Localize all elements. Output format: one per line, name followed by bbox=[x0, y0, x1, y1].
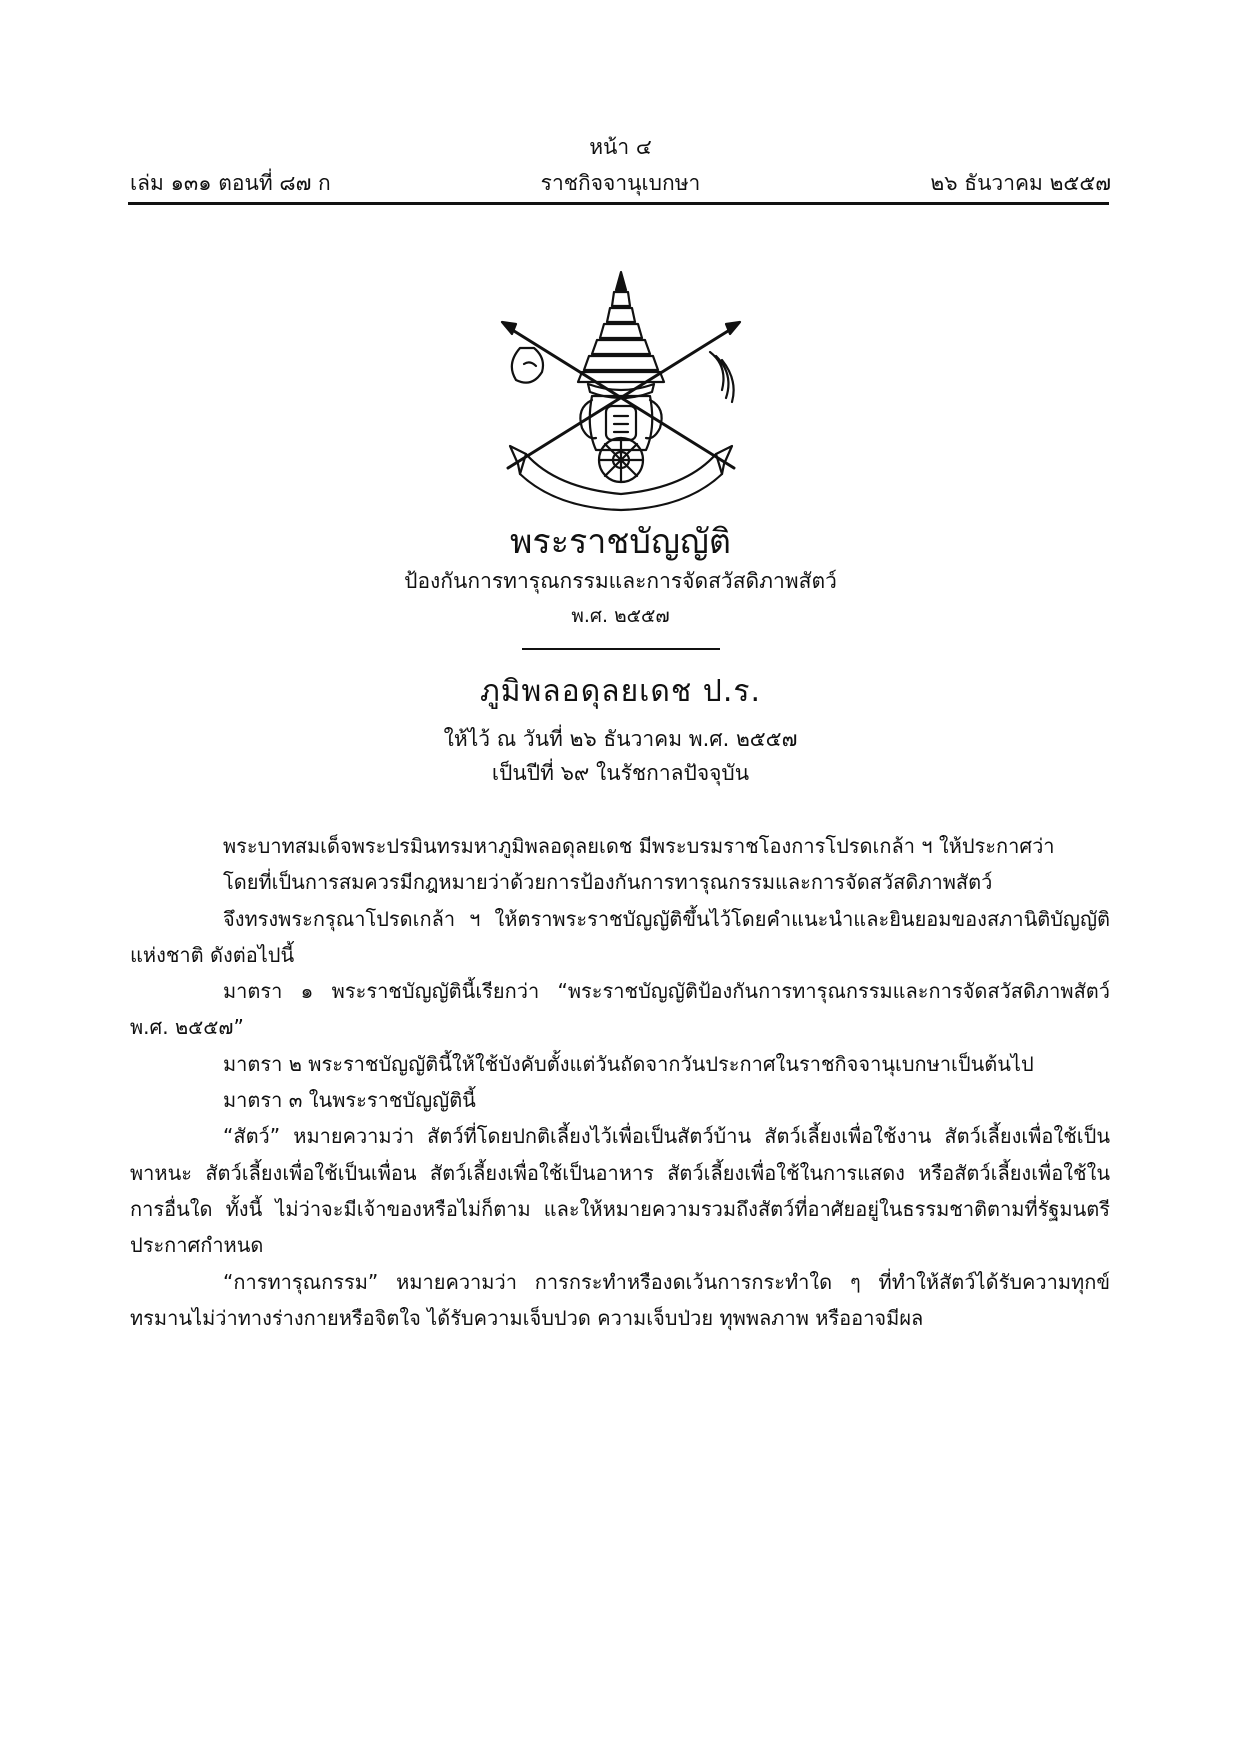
act-subtitle: ป้องกันการทารุณกรรมและการจัดสวัสดิภาพสัตว์ bbox=[404, 569, 837, 593]
royal-signature-name: ภูมิพลอดุลยเดช ป.ร. bbox=[479, 674, 762, 709]
rationale-paragraph: โดยที่เป็นการสมควรมีกฎหมายว่าด้วยการป้องกันการทารุณกรรมและการจัดสวัสดิภาพสัตว์ bbox=[223, 870, 993, 895]
section-2: มาตรา ๒ พระราชบัญญัตินี้ให้ใช้บังคับตั้งแต่วันถัดจากวันประกาศในราชกิจจานุเบกษาเป็นต้นไป bbox=[223, 1051, 1034, 1076]
section-3: มาตรา ๓ ในพระราชบัญญัตินี้ bbox=[223, 1088, 476, 1113]
header-divider bbox=[128, 202, 1109, 205]
royal-emblem-icon bbox=[496, 268, 746, 513]
definition-animal: “สัตว์” หมายความว่า สัตว์ที่โดยปกติเลี้ยงไว้เพื่อเป็นสัตว์บ้าน สัตว์เลี้ยงเพื่อใช้งาน สัตว์เลี้ยงเพื่อใช้เป็นพาหนะ สัตว์เลี้ยงเพื่อใช้เป็นเพื่อน สัตว์เลี้ยงเพื่อใช้เป็นอาหาร สัตว์เลี้ยงเพื่อใช้ในการแสดง หรือสัตว์เลี้ยงเพื่อใช้ในการอื่นใด ทั้งนี้ ไม่ว่าจะมีเจ้าของหรือไม่ก็ตาม และให้หมายความรวมถึงสัตว์ที่อาศัยอยู่ในธรรมชาติตามที่รัฐมนตรีประกาศกำหนด bbox=[130, 1124, 1110, 1258]
act-year: พ.ศ. ๒๕๕๗ bbox=[571, 605, 670, 627]
volume-issue: เล่ม ๑๓๑ ตอนที่ ๘๗ ก bbox=[130, 171, 331, 195]
gazette-name: ราชกิจจานุเบกษา bbox=[540, 171, 701, 195]
enactment-paragraph: จึงทรงพระกรุณาโปรดเกล้า ฯ ให้ตราพระราชบัญญัติขึ้นไว้โดยคำแนะนำและยินยอมของสภานิติบัญญัติแห่งชาติ ดังต่อไปนี้ bbox=[130, 906, 1110, 967]
reign-year: เป็นปีที่ ๖๙ ในรัชกาลปัจจุบัน bbox=[491, 761, 750, 785]
preamble-paragraph: พระบาทสมเด็จพระปรมินทรมหาภูมิพลอดุลยเดช มีพระบรมราชโองการโปรดเกล้า ฯ ให้ประกาศว่า bbox=[223, 834, 1055, 858]
section-1: มาตรา ๑ พระราชบัญญัตินี้เรียกว่า “พระราชบัญญัติป้องกันการทารุณกรรมและการจัดสวัสดิภาพสัตว์ พ.ศ. ๒๕๕๗” bbox=[130, 979, 1110, 1040]
definition-cruelty: “การทารุณกรรม” หมายความว่า การกระทำหรืองดเว้นการกระทำใด ๆ ที่ทำให้สัตว์ได้รับความทุกข์ทรมานไม่ว่าทางร่างกายหรือจิตใจ ได้รับความเจ็บปวด ความเจ็บป่วย ทุพพลภาพ หรืออาจมีผล bbox=[130, 1269, 1110, 1330]
page-number: หน้า ๔ bbox=[589, 135, 652, 159]
given-date: ให้ไว้ ณ วันที่ ๒๖ ธันวาคม พ.ศ. ๒๕๕๗ bbox=[443, 727, 798, 751]
act-body bbox=[130, 828, 1110, 1336]
title-divider bbox=[522, 648, 720, 650]
act-title: พระราชบัญญัติ bbox=[510, 522, 731, 562]
gazette-date: ๒๖ ธันวาคม ๒๕๕๗ bbox=[930, 171, 1111, 195]
title-block bbox=[0, 520, 1241, 790]
